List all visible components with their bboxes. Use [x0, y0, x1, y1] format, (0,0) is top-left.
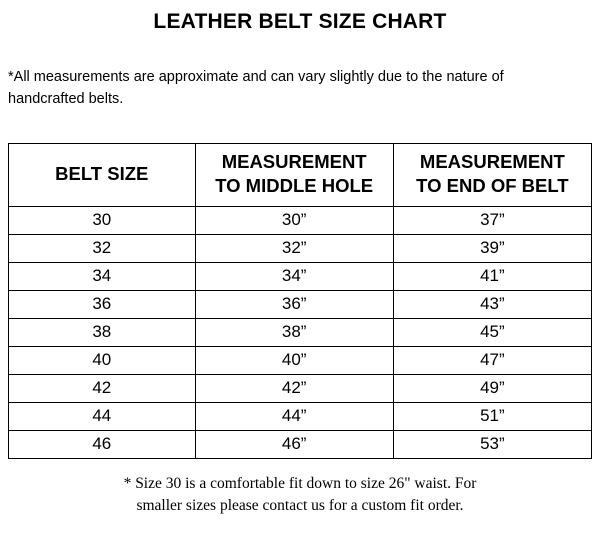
disclaimer-line-1: *All measurements are approximate and can vary slightly due to the nature of	[8, 69, 504, 85]
size-footnote	[0, 459, 600, 517]
cell-end-of-belt: 41”	[393, 263, 591, 291]
cell-middle-hole: 34”	[195, 263, 393, 291]
cell-end-of-belt: 49”	[393, 375, 591, 403]
measurement-disclaimer	[0, 34, 600, 110]
cell-belt-size: 46	[9, 431, 196, 459]
column-header-end-of-belt-line-2: TO END OF BELT	[416, 175, 569, 196]
cell-middle-hole: 44”	[195, 403, 393, 431]
cell-end-of-belt: 43”	[393, 291, 591, 319]
size-footnote-line-2: smaller sizes please contact us for a custom fit order.	[136, 497, 464, 514]
column-header-end-of-belt-line-1: MEASUREMENT	[419, 151, 565, 172]
cell-middle-hole: 46”	[195, 431, 393, 459]
table-row	[9, 319, 592, 347]
column-header-middle-hole	[195, 144, 393, 207]
disclaimer-line-2: handcrafted belts.	[8, 91, 124, 107]
cell-middle-hole: 42”	[195, 375, 393, 403]
cell-middle-hole: 30”	[195, 207, 393, 235]
column-header-middle-hole-line-2: TO MIDDLE HOLE	[215, 175, 374, 196]
cell-belt-size: 34	[9, 263, 196, 291]
cell-end-of-belt: 53”	[393, 431, 591, 459]
table-header-row	[9, 144, 592, 207]
cell-belt-size: 40	[9, 347, 196, 375]
cell-middle-hole: 32”	[195, 235, 393, 263]
table-row	[9, 263, 592, 291]
table-row	[9, 403, 592, 431]
cell-end-of-belt: 37”	[393, 207, 591, 235]
column-header-belt-size-line-1: BELT SIZE	[55, 163, 149, 184]
cell-belt-size: 42	[9, 375, 196, 403]
cell-middle-hole: 36”	[195, 291, 393, 319]
table-row	[9, 347, 592, 375]
column-header-belt-size	[9, 144, 196, 207]
cell-belt-size: 32	[9, 235, 196, 263]
cell-belt-size: 44	[9, 403, 196, 431]
table-row	[9, 207, 592, 235]
belt-size-table	[8, 143, 592, 459]
cell-end-of-belt: 51”	[393, 403, 591, 431]
cell-middle-hole: 40”	[195, 347, 393, 375]
cell-end-of-belt: 39”	[393, 235, 591, 263]
page-title: LEATHER BELT SIZE CHART	[153, 10, 447, 33]
table-row	[9, 431, 592, 459]
column-header-middle-hole-line-1: MEASUREMENT	[221, 151, 367, 172]
column-header-end-of-belt	[393, 144, 591, 207]
cell-middle-hole: 38”	[195, 319, 393, 347]
cell-belt-size: 30	[9, 207, 196, 235]
cell-belt-size: 38	[9, 319, 196, 347]
size-footnote-line-1: * Size 30 is a comfortable fit down to size 26" waist. For	[123, 475, 477, 492]
table-row	[9, 291, 592, 319]
cell-end-of-belt: 47”	[393, 347, 591, 375]
cell-end-of-belt: 45”	[393, 319, 591, 347]
table-row	[9, 235, 592, 263]
table-row	[9, 375, 592, 403]
cell-belt-size: 36	[9, 291, 196, 319]
